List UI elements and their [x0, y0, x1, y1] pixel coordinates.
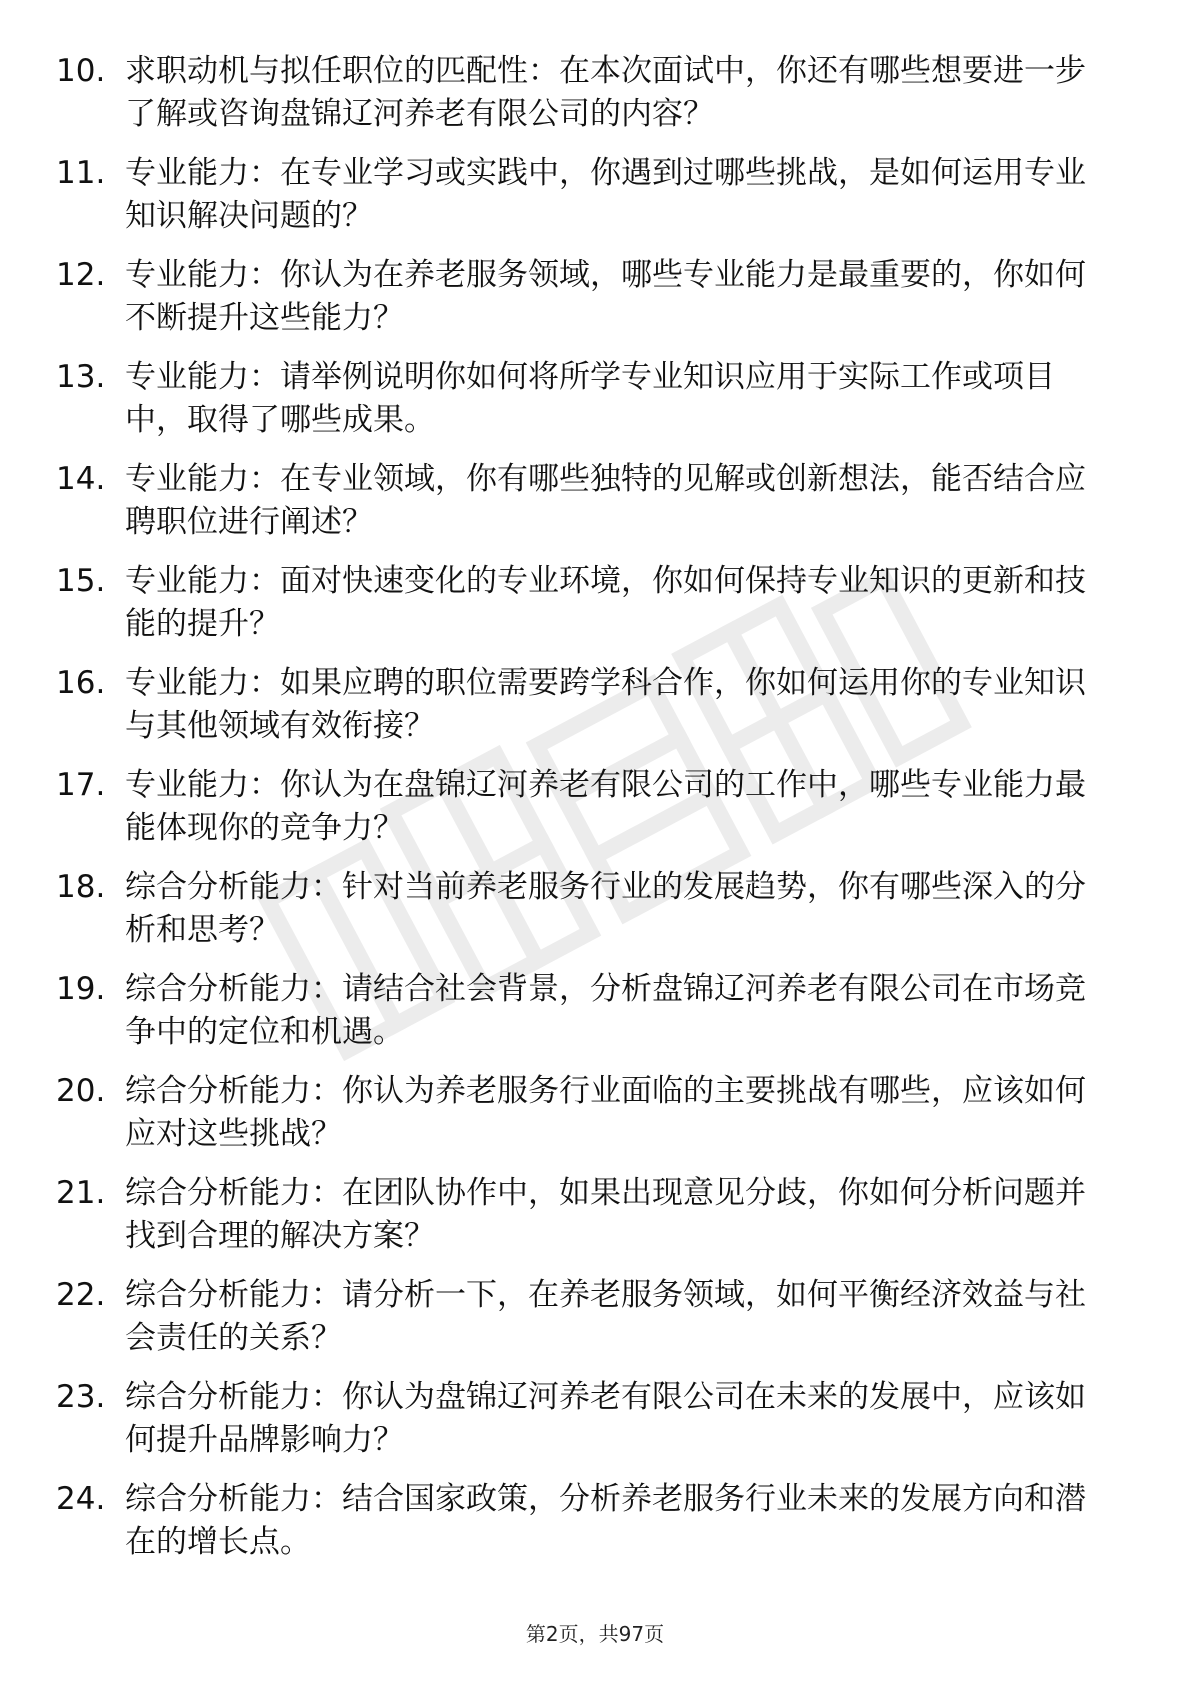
question-text: 专业能力：如果应聘的职位需要跨学科合作，你如何运用你的专业知识与其他领域有效衔接？ — [125, 665, 1086, 744]
list-item — [56, 662, 1116, 764]
question-number: 22. — [56, 1277, 106, 1313]
list-item — [56, 1070, 1116, 1172]
list-item — [56, 968, 1116, 1070]
list-item — [56, 356, 1116, 458]
question-number: 18. — [56, 869, 106, 905]
list-item — [56, 1478, 1116, 1580]
question-number: 24. — [56, 1481, 106, 1517]
question-text: 专业能力：在专业领域，你有哪些独特的见解或创新想法，能否结合应聘职位进行阐述？ — [125, 461, 1086, 540]
question-text: 综合分析能力：针对当前养老服务行业的发展趋势，你有哪些深入的分析和思考？ — [125, 869, 1086, 948]
list-item — [56, 1172, 1116, 1274]
question-number: 20. — [56, 1073, 106, 1109]
question-number: 19. — [56, 971, 106, 1007]
question-list — [56, 50, 1116, 1580]
question-number: 16. — [56, 665, 106, 701]
page-number-label: 第2页，共97页 — [525, 1622, 665, 1646]
list-item — [56, 458, 1116, 560]
question-number: 13. — [56, 359, 106, 395]
page-footer — [0, 1620, 1190, 1648]
question-text: 综合分析能力：请结合社会背景，分析盘锦辽河养老有限公司在市场竞争中的定位和机遇。 — [125, 971, 1086, 1050]
question-text: 综合分析能力：请分析一下，在养老服务领域，如何平衡经济效益与社会责任的关系？ — [125, 1277, 1086, 1356]
question-text: 综合分析能力：你认为盘锦辽河养老有限公司在未来的发展中，应该如何提升品牌影响力？ — [125, 1379, 1086, 1458]
question-text: 综合分析能力：在团队协作中，如果出现意见分歧，你如何分析问题并找到合理的解决方案？ — [125, 1175, 1086, 1254]
question-text: 专业能力：面对快速变化的专业环境，你如何保持专业知识的更新和技能的提升？ — [125, 563, 1086, 642]
question-number: 23. — [56, 1379, 106, 1415]
question-text: 综合分析能力：你认为养老服务行业面临的主要挑战有哪些，应该如何应对这些挑战？ — [125, 1073, 1086, 1152]
list-item — [56, 254, 1116, 356]
question-number: 12. — [56, 257, 106, 293]
list-item — [56, 50, 1116, 152]
question-number: 17. — [56, 767, 106, 803]
list-item — [56, 1274, 1116, 1376]
question-number: 21. — [56, 1175, 106, 1211]
question-number: 10. — [56, 53, 106, 89]
list-item — [56, 1376, 1116, 1478]
list-item — [56, 764, 1116, 866]
list-item — [56, 152, 1116, 254]
question-text: 专业能力：你认为在养老服务领域，哪些专业能力是最重要的，你如何不断提升这些能力？ — [125, 257, 1086, 336]
question-text: 专业能力：在专业学习或实践中，你遇到过哪些挑战，是如何运用专业知识解决问题的？ — [125, 155, 1086, 234]
list-item — [56, 560, 1116, 662]
question-text: 专业能力：请举例说明你如何将所学专业知识应用于实际工作或项目中，取得了哪些成果。 — [125, 359, 1055, 438]
question-text: 专业能力：你认为在盘锦辽河养老有限公司的工作中，哪些专业能力最能体现你的竞争力？ — [125, 767, 1086, 846]
question-number: 15. — [56, 563, 106, 599]
question-number: 14. — [56, 461, 106, 497]
question-text: 求职动机与拟任职位的匹配性：在本次面试中，你还有哪些想要进一步了解或咨询盘锦辽河养老有限公司的内容？ — [125, 53, 1086, 132]
question-number: 11. — [56, 155, 106, 191]
list-item — [56, 866, 1116, 968]
question-text: 综合分析能力：结合国家政策，分析养老服务行业未来的发展方向和潜在的增长点。 — [125, 1481, 1086, 1560]
